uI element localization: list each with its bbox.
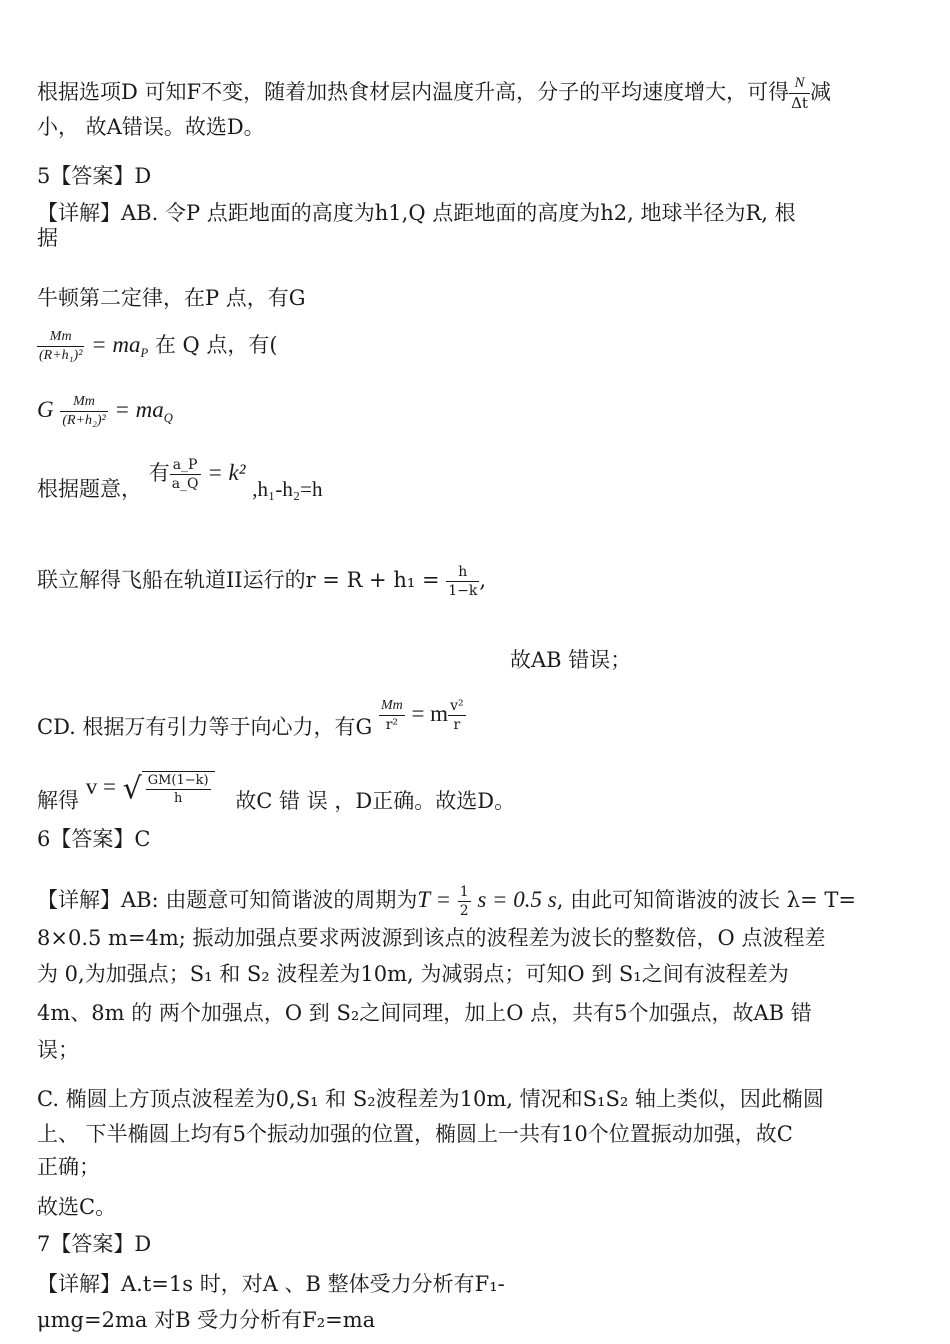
ratio-line: 根据题意， 有 $\frac{a\_P}{a\_Q}$ = k² ,h₁-h₂=h [37,457,323,501]
equation-p: $\frac{Mm}{\text{(R+h₁)²}}$ = $ma_P$ 在 Q 点，有( [39,329,278,363]
text-line: 误； [37,1038,79,1062]
cd-line: CD. 根据万有引力等于向心力，有G $\frac{Mm}{\text{r²}}$ = m $\frac{\text{v²}}{r}$ [37,698,464,739]
fraction: $\frac{a\_P}{a\_Q}$ [171,457,199,492]
text: 根据选项D 可知F不变，随着加热食材层内温度升高，分子的平均速度增大，可得 [37,80,790,104]
fraction: $\frac{Mm}{\text{(R+h₂)²}}$ [62,394,106,428]
fraction: $\frac{1}{2}$ [459,884,469,919]
text-line: 4m、8m 的 两个加强点，O 到 S₂之间同理，加上O 点，共有5个加强点，故AB 错 [37,1001,812,1025]
text-line: 【详解】AB. 令P 点距地面的高度为h1,Q 点距地面的高度为h2, 地球半径为R, 根 [37,201,796,225]
text: 小， 故A错误。故选D。 [37,115,265,139]
text-line: C. 椭圆上方顶点波程差为0,S₁ 和 S₂波程差为10m, 情况和S₁S₂ 轴上类似，因此椭圆 [37,1087,824,1111]
text-line [37,76,831,111]
r-equation-line: 联立解得飞船在轨道II运行的r = R + h₁ = $\frac{h}{1-k}$ , [37,564,487,599]
answer-heading-5: 5【答案】D [37,164,152,188]
fraction: $\frac{h}{1-k}$ [448,564,478,599]
text-line: μmg=2ma 对B 受力分析有F₂=ma [37,1308,376,1332]
text-line: 【详解】AB: 由题意可知简谐波的周期为T = $\frac{1}{2}$ s = 0.5 s, 由此可知简谐波的波长 λ= T= [37,884,856,919]
text-line: 牛顿第二定律，在P 点，有G [37,286,306,310]
text-line: 故选C。 [37,1195,117,1219]
text-line: 为 0,为加强点；S₁ 和 S₂ 波程差为10m, 为减弱点；可知O 到 S₁之间有波程差为 [37,962,789,986]
sqrt: √ $\frac{GM(1-k)}{h}$ [123,771,215,805]
equation-q: G $\frac{Mm}{\text{(R+h₂)²}}$ = $ma_Q$ [37,394,173,428]
text-line: 【详解】A.t=1s 时，对A 、B 整体受力分析有F₁- [37,1272,505,1296]
fraction: $\frac{Mm}{\text{r²}}$ [380,698,403,733]
text-line [37,114,265,140]
text-line: 故AB 错误； [510,648,632,672]
fraction: $\frac{Mm}{\text{(R+h₁)²}}$ [39,329,83,363]
fraction: $\frac{GM(1-k)}{h}$ [147,773,209,806]
text-line: 8×0.5 m=4m; 振动加强点要求两波源到该点的波程差为波长的整数倍，O 点波程差 [37,926,826,950]
answer-heading-7: 7【答案】D [37,1232,152,1256]
text-line: 上、 下半椭圆上均有5个振动加强的位置，椭圆上一共有10个位置振动加强，故C [37,1122,793,1146]
text: 减 [809,80,831,104]
fraction: $\frac{N}{\Delta t}$ [791,75,808,112]
text-line: 正确； [37,1155,100,1179]
solve-line: 解得 v = √ $\frac{GM(1-k)}{h}$ 故C 错 误 ，D正确。故选D。 [37,771,516,813]
fraction: $\frac{\text{v²}}{r}$ [450,698,464,733]
text-line: 据 [37,226,58,250]
answer-heading-6: 6【答案】C [37,827,151,851]
